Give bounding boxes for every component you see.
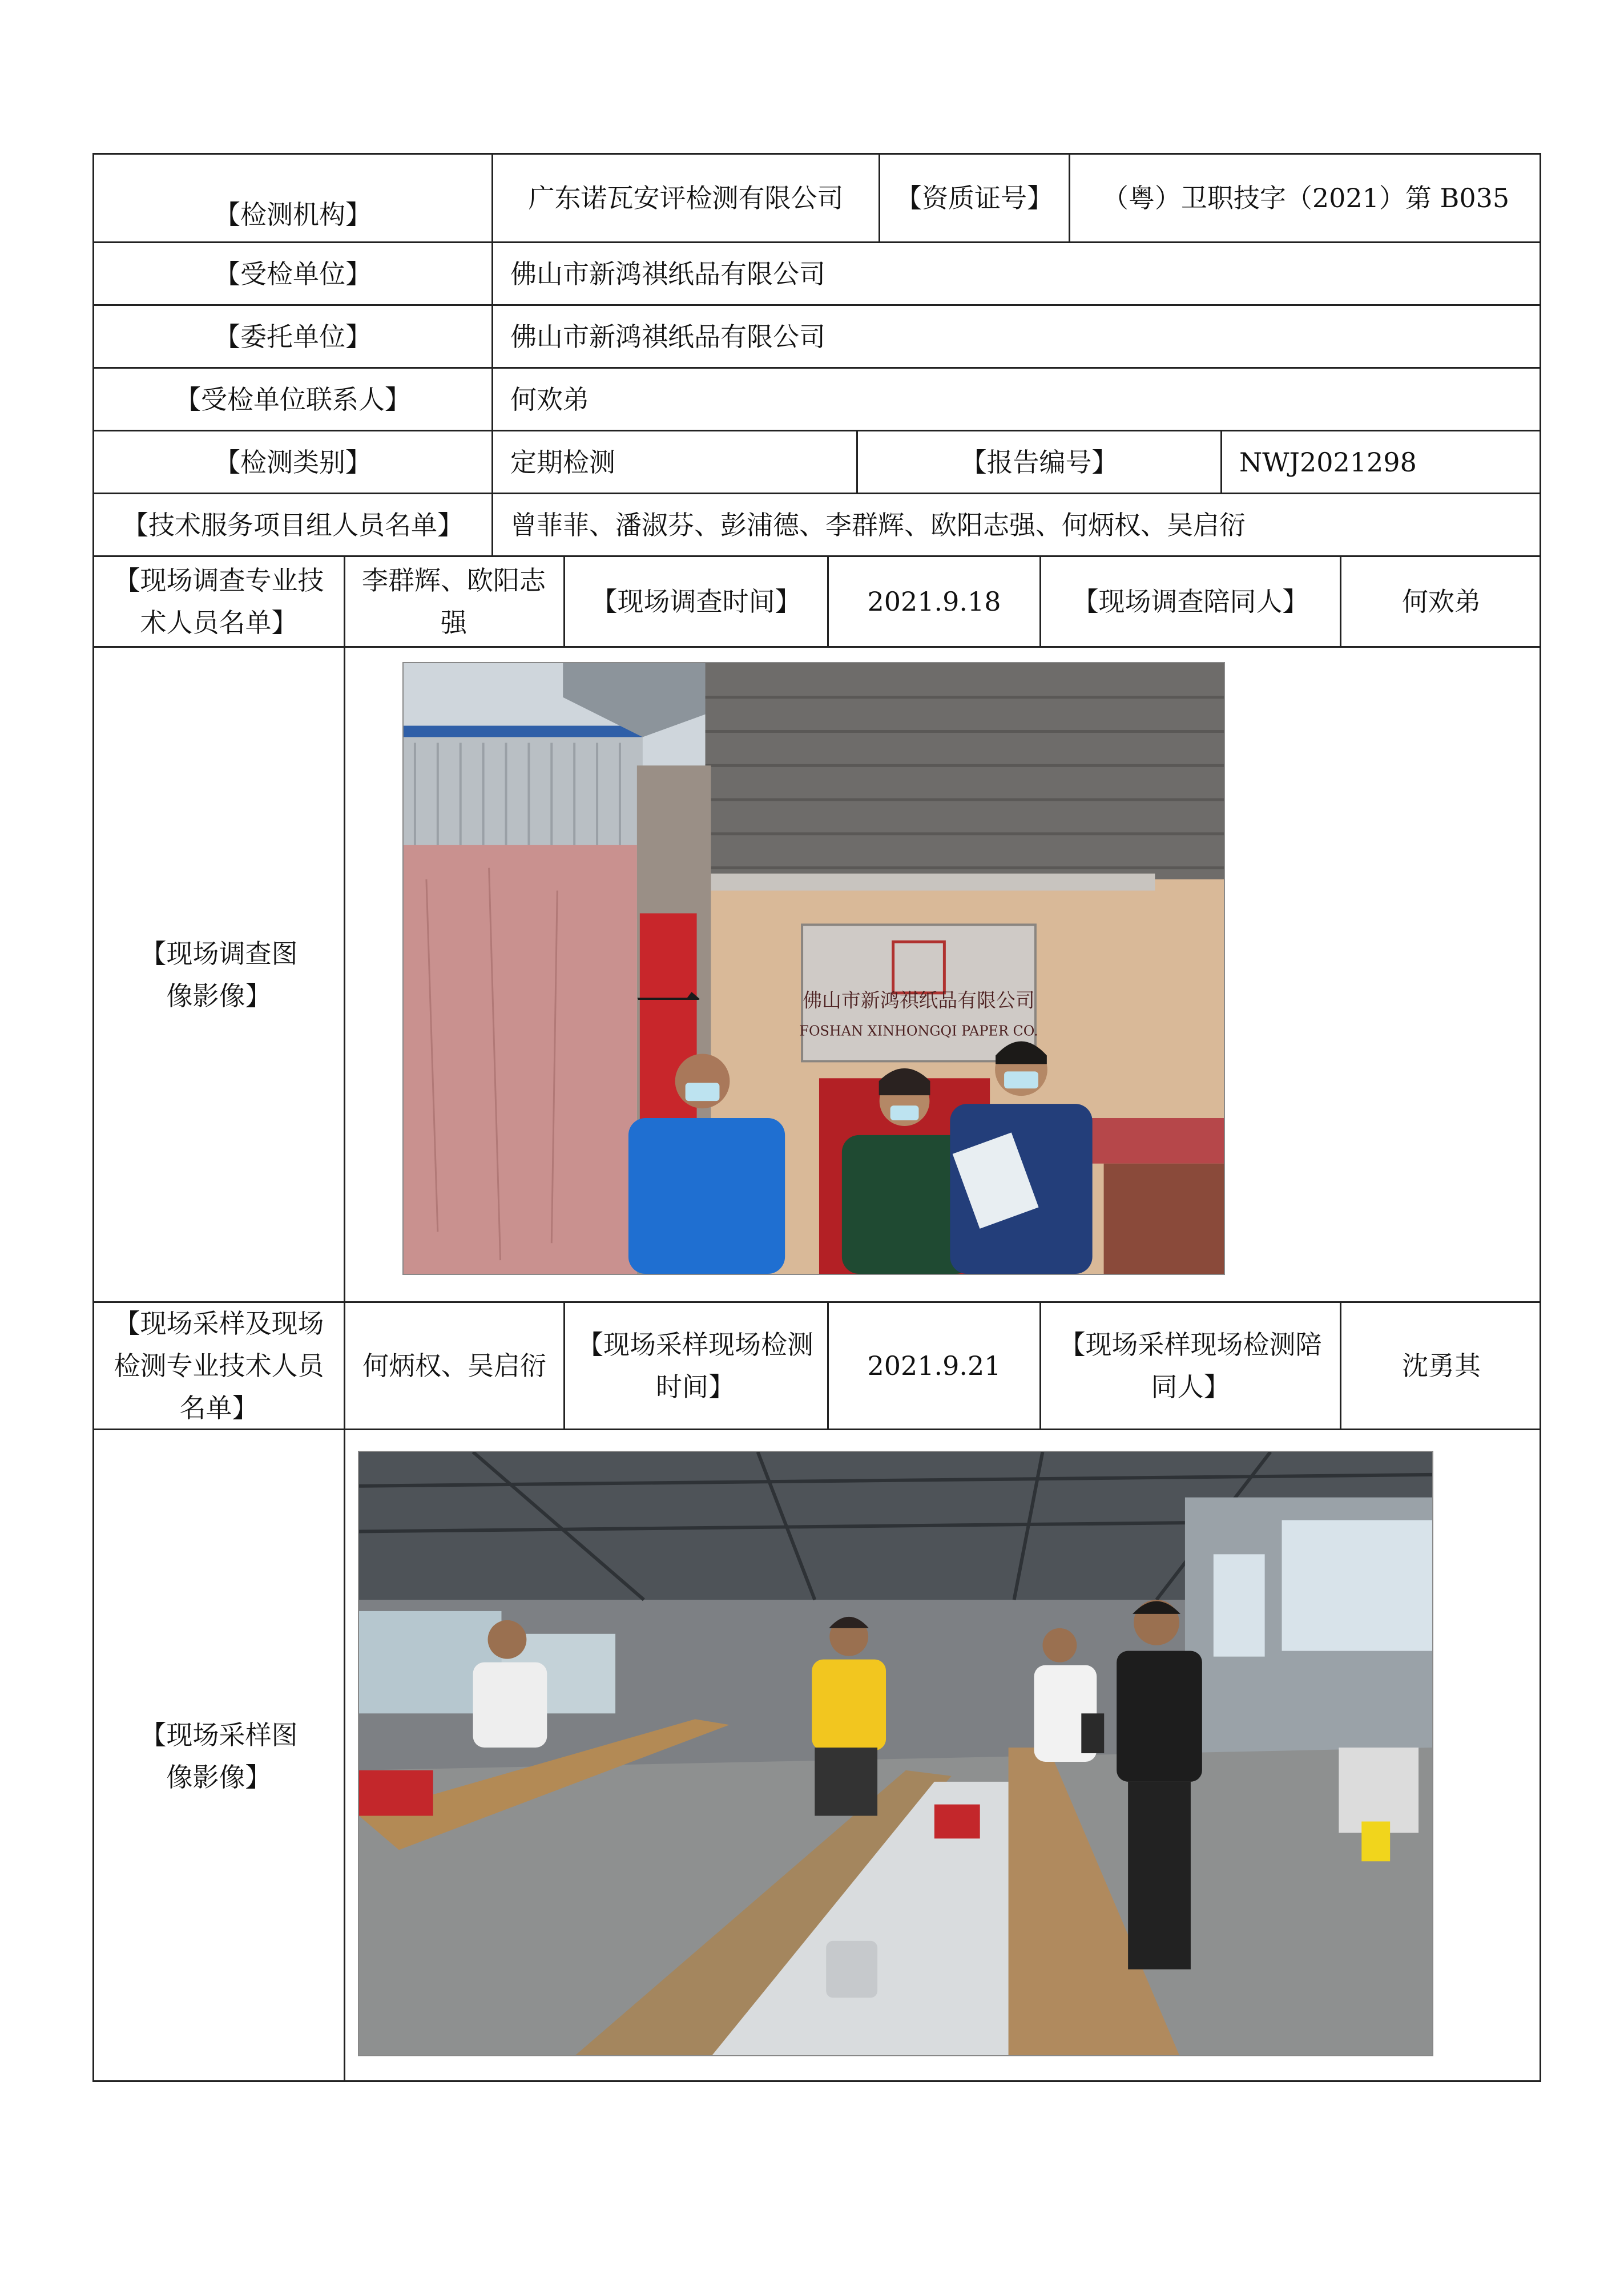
sampling-site-photo <box>358 1451 1433 2056</box>
survey-escort-value: 何欢弟 <box>1402 586 1481 617</box>
qualification-value: （粤）卫职技字（2021）第 B035 <box>1102 183 1510 213</box>
survey-time-value: 2021.9.18 <box>867 586 1001 617</box>
agency-value: 广东诺瓦安评检测有限公司 <box>528 183 844 213</box>
sampling-photo-label: 【现场采样图像影像】 <box>140 1720 298 1793</box>
survey-staff-label: 【现场调查专业技术人员名单】 <box>114 565 324 638</box>
survey-time-label: 【现场调查时间】 <box>591 586 801 617</box>
report-number-label: 【报告编号】 <box>960 446 1118 478</box>
sign-company-name-en: FOSHAN XINHONGQI PAPER CO. <box>799 1023 1038 1039</box>
sampling-time-label: 【现场采样现场检测时间】 <box>577 1329 813 1402</box>
sampling-staff-value: 何炳权、吴启衍 <box>362 1350 546 1381</box>
survey-staff-value: 李群辉、欧阳志强 <box>362 565 546 638</box>
inspected-unit-value: 佛山市新鸿祺纸品有限公司 <box>510 258 825 289</box>
category-label: 【检测类别】 <box>214 446 372 478</box>
project-team-label: 【技术服务项目组人员名单】 <box>122 509 464 540</box>
qualification-label: 【资质证号】 <box>896 183 1053 213</box>
sampling-escort-value: 沈勇其 <box>1402 1350 1481 1381</box>
contact-label: 【受检单位联系人】 <box>175 384 411 415</box>
sampling-time-value: 2021.9.21 <box>867 1350 1001 1381</box>
svg-text:一: 一 <box>634 964 703 1044</box>
client-unit-value: 佛山市新鸿祺纸品有限公司 <box>510 321 825 352</box>
agency-label: 【检测机构】 <box>214 199 372 230</box>
project-team-value: 曾菲菲、潘淑芬、彭浦德、李群辉、欧阳志强、何炳权、吴启衍 <box>510 509 1246 540</box>
contact-value: 何欢弟 <box>510 384 589 415</box>
sampling-staff-label: 【现场采样及现场检测专业技术人员名单】 <box>114 1308 324 1423</box>
client-unit-label: 【委托单位】 <box>214 321 372 352</box>
survey-photo-label: 【现场调查图像影像】 <box>140 938 298 1011</box>
survey-escort-label: 【现场调查陪同人】 <box>1072 586 1309 617</box>
inspected-unit-label: 【受检单位】 <box>214 258 372 289</box>
sampling-escort-label: 【现场采样现场检测陪同人】 <box>1059 1329 1322 1402</box>
category-value: 定期检测 <box>510 446 615 478</box>
sign-company-name: 佛山市新鸿祺纸品有限公司 <box>803 989 1035 1012</box>
report-number-value: NWJ2021298 <box>1239 446 1417 478</box>
survey-site-photo <box>402 662 1225 1275</box>
